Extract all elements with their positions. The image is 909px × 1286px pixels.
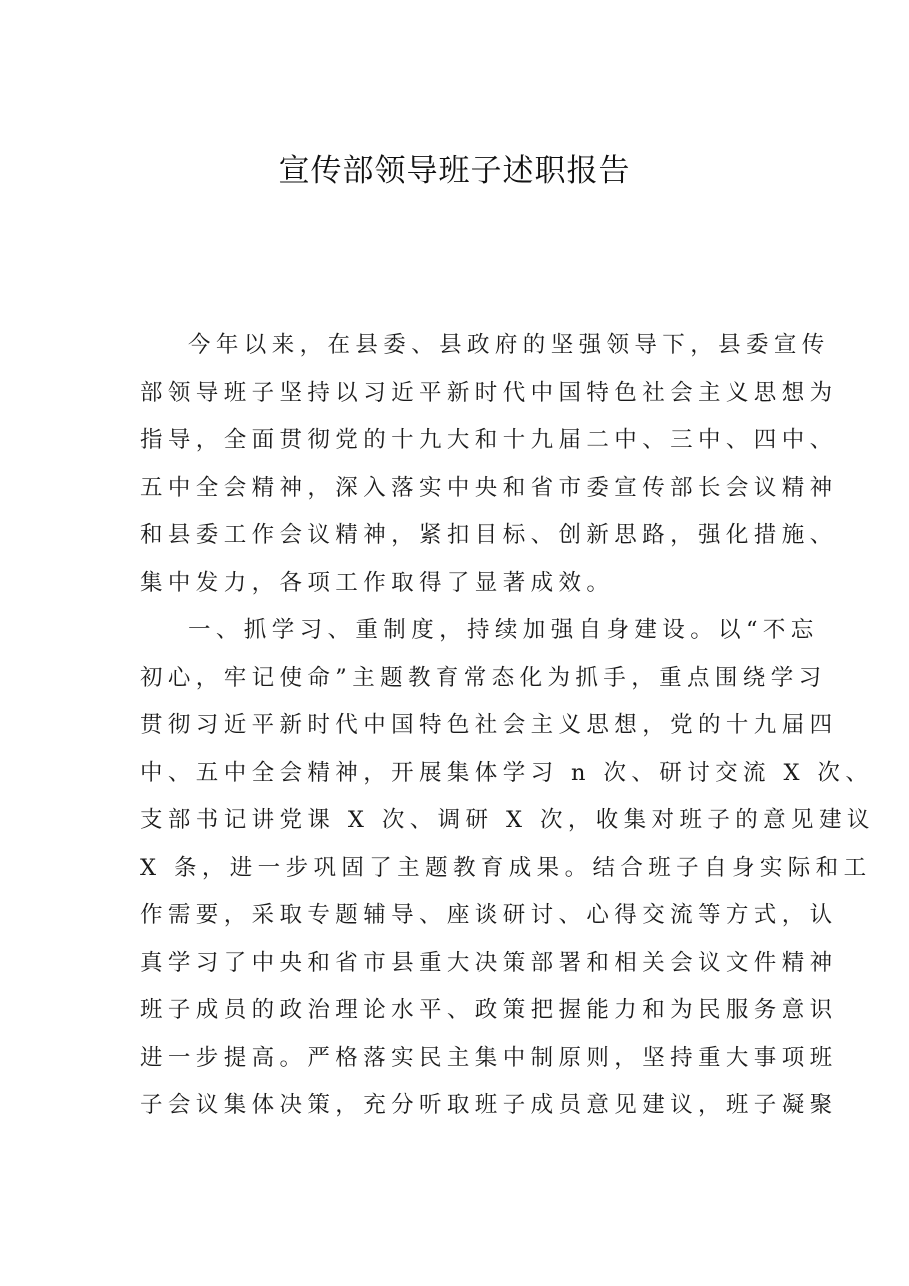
paragraph-2-line: 贯彻习近平新时代中国特色社会主义思想，党的十九届四 xyxy=(140,712,838,738)
paragraph-2-line: 子会议集体决策，充分听取班子成员意见建议，班子凝聚 xyxy=(140,1092,838,1118)
paragraph-1-line: 五中全会精神，深入落实中央和省市委宣传部长会议精神 xyxy=(140,474,838,501)
paragraph-2-line: 进一步提高。严格落实民主集中制原则，坚持重大事项班 xyxy=(140,1044,838,1071)
paragraph-2-line: 班子成员的政治理论水平、政策把握能力和为民服务意识 xyxy=(140,997,838,1023)
paragraph-2-line: 初心，牢记使命”主题教育常态化为抓手，重点围绕学习 xyxy=(140,664,827,691)
paragraph-2-line: 真学习了中央和省市县重大决策部署和相关会议文件精神 xyxy=(140,949,838,976)
paragraph-2-line: 支部书记讲党课 X 次、调研 X 次，收集对班子的意见建议 xyxy=(140,807,875,833)
paragraph-2-line: 作需要，采取专题辅导、座谈研讨、心得交流等方式，认 xyxy=(140,902,838,928)
paragraph-1-line: 集中发力，各项工作取得了显著成效。 xyxy=(140,569,615,596)
document-body xyxy=(140,322,875,1130)
document-title: 宣传部领导班子述职报告 xyxy=(278,153,631,189)
paragraph-1-line: 和县委工作会议精神，紧扣目标、创新思路，强化措施、 xyxy=(140,522,838,548)
paragraph-1-line: 今年以来，在县委、县政府的坚强领导下，县委宣传 xyxy=(188,332,830,358)
paragraph-1-line: 部领导班子坚持以习近平新时代中国特色社会主义思想为 xyxy=(140,379,838,406)
paragraph-2-line: 一、抓学习、重制度，持续加强自身建设。以“不忘 xyxy=(188,617,819,643)
paragraph-1-line: 指导，全面贯彻党的十九大和十九届二中、三中、四中、 xyxy=(140,427,838,453)
paragraph-2-line: X 条，进一步巩固了主题教育成果。结合班子自身实际和工 xyxy=(140,854,872,881)
paragraph-2-line: 中、五中全会精神，开展集体学习 n 次、研讨交流 X 次、 xyxy=(140,759,874,786)
